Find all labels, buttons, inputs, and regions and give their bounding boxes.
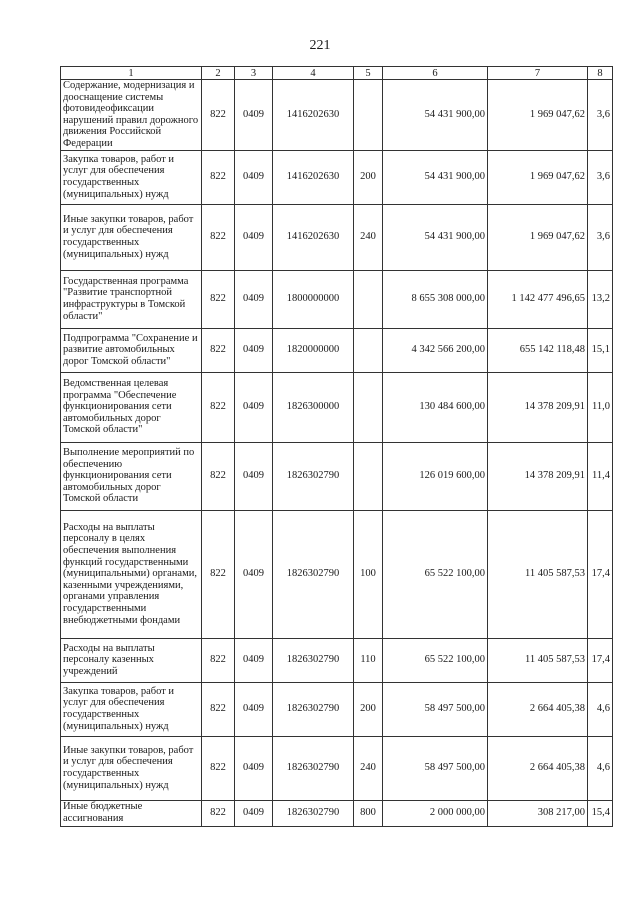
- row-expense-type: [354, 270, 383, 328]
- row-actual-amount: 1 969 047,62: [488, 204, 588, 270]
- table-row: [61, 682, 613, 736]
- row-percent: 17,4: [588, 510, 613, 638]
- row-plan-amount: 126 019 600,00: [383, 442, 488, 510]
- row-name: Государственная программа "Развитие транспортной инфраструктуры в Томской области": [61, 270, 202, 328]
- row-percent: 15,4: [588, 800, 613, 826]
- row-admin-code: 822: [202, 510, 235, 638]
- row-percent: 11,4: [588, 442, 613, 510]
- column-header: 1: [61, 67, 202, 80]
- row-plan-amount: 130 484 600,00: [383, 372, 488, 442]
- row-expense-type: [354, 442, 383, 510]
- table-row: [61, 328, 613, 372]
- row-name: Расходы на выплаты персоналу в целях обеспечения выполнения функций государственными (муниципальными) органами, казенными учреждениями, органами управления государственными внебюджетными фондами: [61, 510, 202, 638]
- row-section-code: 0409: [235, 80, 273, 151]
- row-actual-amount: 11 405 587,53: [488, 510, 588, 638]
- row-admin-code: 822: [202, 204, 235, 270]
- row-plan-amount: 54 431 900,00: [383, 204, 488, 270]
- row-name: Ведомственная целевая программа "Обеспечение функционирования сети автомобильных дорог Томской области": [61, 372, 202, 442]
- row-target-code: 1826302790: [273, 442, 354, 510]
- row-admin-code: 822: [202, 80, 235, 151]
- row-expense-type: [354, 372, 383, 442]
- row-plan-amount: 58 497 500,00: [383, 736, 488, 800]
- row-target-code: 1826300000: [273, 372, 354, 442]
- row-target-code: 1416202630: [273, 150, 354, 204]
- table-row: [61, 80, 613, 151]
- row-target-code: 1826302790: [273, 736, 354, 800]
- row-plan-amount: 58 497 500,00: [383, 682, 488, 736]
- row-percent: 3,6: [588, 80, 613, 151]
- row-expense-type: 240: [354, 204, 383, 270]
- table-row: [61, 736, 613, 800]
- row-target-code: 1800000000: [273, 270, 354, 328]
- table-row: [61, 442, 613, 510]
- row-section-code: 0409: [235, 442, 273, 510]
- row-name: Иные закупки товаров, работ и услуг для обеспечения государственных (муниципальных) нужд: [61, 204, 202, 270]
- row-name: Выполнение мероприятий по обеспечению функционирования сети автомобильных дорог Томской области: [61, 442, 202, 510]
- row-section-code: 0409: [235, 328, 273, 372]
- row-expense-type: 110: [354, 638, 383, 682]
- row-target-code: 1826302790: [273, 682, 354, 736]
- row-percent: 4,6: [588, 682, 613, 736]
- row-plan-amount: 54 431 900,00: [383, 80, 488, 151]
- column-header: 6: [383, 67, 488, 80]
- row-section-code: 0409: [235, 736, 273, 800]
- row-name: Закупка товаров, работ и услуг для обеспечения государственных (муниципальных) нужд: [61, 150, 202, 204]
- row-section-code: 0409: [235, 638, 273, 682]
- row-expense-type: 200: [354, 682, 383, 736]
- row-actual-amount: 2 664 405,38: [488, 736, 588, 800]
- row-actual-amount: 14 378 209,91: [488, 372, 588, 442]
- row-plan-amount: 2 000 000,00: [383, 800, 488, 826]
- table-row: [61, 270, 613, 328]
- row-target-code: 1826302790: [273, 510, 354, 638]
- page-number: 221: [309, 38, 331, 53]
- row-admin-code: 822: [202, 150, 235, 204]
- row-admin-code: 822: [202, 638, 235, 682]
- row-admin-code: 822: [202, 270, 235, 328]
- row-target-code: 1826302790: [273, 800, 354, 826]
- table-row: [61, 204, 613, 270]
- column-header: 3: [235, 67, 273, 80]
- row-expense-type: [354, 80, 383, 151]
- row-section-code: 0409: [235, 150, 273, 204]
- budget-table: [60, 66, 613, 827]
- row-name: Закупка товаров, работ и услуг для обеспечения государственных (муниципальных) нужд: [61, 682, 202, 736]
- row-percent: 17,4: [588, 638, 613, 682]
- row-actual-amount: 1 142 477 496,65: [488, 270, 588, 328]
- table-row: [61, 638, 613, 682]
- row-section-code: 0409: [235, 800, 273, 826]
- row-name: Содержание, модернизация и дооснащение системы фотовидеофиксации нарушений правил дорожного движения Российской Федерации: [61, 80, 202, 151]
- row-plan-amount: 54 431 900,00: [383, 150, 488, 204]
- table-row: [61, 372, 613, 442]
- row-name: Иные бюджетные ассигнования: [61, 800, 202, 826]
- column-header: 7: [488, 67, 588, 80]
- row-section-code: 0409: [235, 204, 273, 270]
- column-header: 8: [588, 67, 613, 80]
- row-target-code: 1826302790: [273, 638, 354, 682]
- row-actual-amount: 11 405 587,53: [488, 638, 588, 682]
- row-admin-code: 822: [202, 372, 235, 442]
- row-target-code: 1416202630: [273, 204, 354, 270]
- row-section-code: 0409: [235, 270, 273, 328]
- row-actual-amount: 1 969 047,62: [488, 150, 588, 204]
- row-name: Расходы на выплаты персоналу казенных учреждений: [61, 638, 202, 682]
- row-percent: 11,0: [588, 372, 613, 442]
- row-plan-amount: 4 342 566 200,00: [383, 328, 488, 372]
- row-percent: 3,6: [588, 204, 613, 270]
- row-percent: 3,6: [588, 150, 613, 204]
- row-actual-amount: 655 142 118,48: [488, 328, 588, 372]
- row-plan-amount: 8 655 308 000,00: [383, 270, 488, 328]
- row-expense-type: 100: [354, 510, 383, 638]
- row-section-code: 0409: [235, 372, 273, 442]
- row-name: Подпрограмма "Сохранение и развитие автомобильных дорог Томской области": [61, 328, 202, 372]
- row-expense-type: [354, 328, 383, 372]
- row-expense-type: 800: [354, 800, 383, 826]
- row-expense-type: 240: [354, 736, 383, 800]
- row-plan-amount: 65 522 100,00: [383, 510, 488, 638]
- row-admin-code: 822: [202, 682, 235, 736]
- column-header: 4: [273, 67, 354, 80]
- row-admin-code: 822: [202, 736, 235, 800]
- row-actual-amount: 2 664 405,38: [488, 682, 588, 736]
- row-percent: 4,6: [588, 736, 613, 800]
- row-actual-amount: 308 217,00: [488, 800, 588, 826]
- row-percent: 13,2: [588, 270, 613, 328]
- row-target-code: 1416202630: [273, 80, 354, 151]
- row-admin-code: 822: [202, 442, 235, 510]
- row-actual-amount: 1 969 047,62: [488, 80, 588, 151]
- row-expense-type: 200: [354, 150, 383, 204]
- column-header: 2: [202, 67, 235, 80]
- row-admin-code: 822: [202, 800, 235, 826]
- row-plan-amount: 65 522 100,00: [383, 638, 488, 682]
- table-header-row: [61, 67, 613, 80]
- row-name: Иные закупки товаров, работ и услуг для обеспечения государственных (муниципальных) нужд: [61, 736, 202, 800]
- row-section-code: 0409: [235, 510, 273, 638]
- row-percent: 15,1: [588, 328, 613, 372]
- row-section-code: 0409: [235, 682, 273, 736]
- table-row: [61, 800, 613, 826]
- row-target-code: 1820000000: [273, 328, 354, 372]
- table-row: [61, 510, 613, 638]
- row-actual-amount: 14 378 209,91: [488, 442, 588, 510]
- table-row: [61, 150, 613, 204]
- row-admin-code: 822: [202, 328, 235, 372]
- column-header: 5: [354, 67, 383, 80]
